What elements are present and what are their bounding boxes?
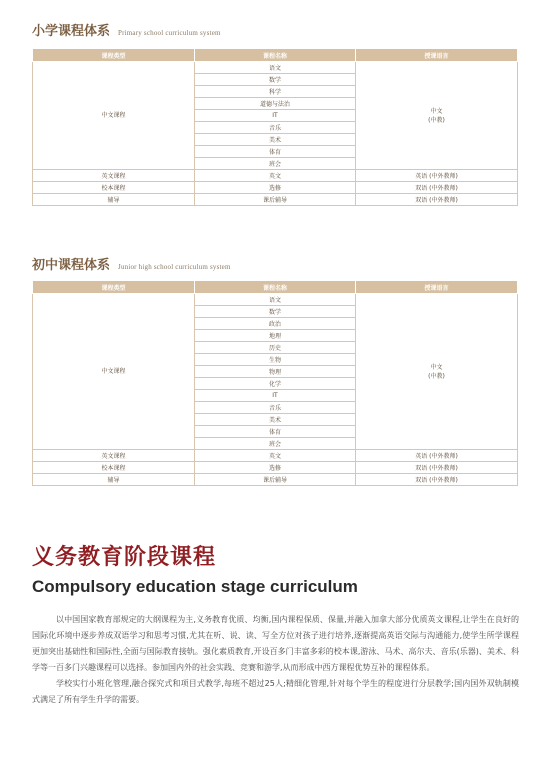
- course-name-cell: 英文: [195, 170, 356, 182]
- course-name-cell: 生物: [195, 354, 356, 366]
- course-name-cell: 音乐: [195, 402, 356, 414]
- course-type-cell: 中文课程: [33, 62, 195, 170]
- primary-title-en: Primary school curriculum system: [118, 29, 221, 37]
- language-note: (中教): [428, 372, 445, 380]
- course-name-cell: 美术: [195, 414, 356, 426]
- course-name-cell: 物理: [195, 366, 356, 378]
- course-name-cell: 历史: [195, 342, 356, 354]
- primary-title-zh: 小学课程体系: [32, 24, 111, 39]
- header-course-type: 课程类型: [33, 281, 195, 294]
- table-row: [33, 450, 518, 462]
- course-type-cell: 英文课程: [33, 450, 195, 462]
- course-name-cell: 道德与法治: [195, 98, 356, 110]
- course-type-cell: 校本课程: [33, 182, 195, 194]
- primary-curriculum-table: [32, 48, 518, 206]
- language-line: 中文: [430, 363, 443, 371]
- header-course-name: 课程名称: [195, 281, 356, 294]
- teaching-language-cell: 英语 (中外教师): [356, 170, 518, 182]
- course-type-cell: 英文课程: [33, 170, 195, 182]
- junior-title-zh: 初中课程体系: [32, 258, 111, 273]
- table-row: [33, 462, 518, 474]
- table-row: [33, 182, 518, 194]
- course-name-cell: 政治: [195, 318, 356, 330]
- course-type-cell: 辅导: [33, 474, 195, 486]
- table-row: [33, 474, 518, 486]
- course-name-cell: 选修: [195, 462, 356, 474]
- table-row: [33, 170, 518, 182]
- course-name-cell: 数学: [195, 74, 356, 86]
- teaching-language-cell: 英语 (中外教师): [356, 450, 518, 462]
- course-name-cell: IT: [195, 110, 356, 122]
- course-name-cell: 科学: [195, 86, 356, 98]
- course-name-cell: 音乐: [195, 122, 356, 134]
- course-name-cell: 课后辅导: [195, 194, 356, 206]
- table-row: [33, 194, 518, 206]
- course-name-cell: 数学: [195, 306, 356, 318]
- course-name-cell: 体育: [195, 146, 356, 158]
- intro-paragraph-2: 学校实行小班化管理,融合探究式和项目式教学,每班不超过25人;精细化管理,针对每个学生的程度进行分层教学;国内国外双轨制模式满足了所有学生升学的需要。: [32, 679, 519, 704]
- teaching-language-cell: [356, 294, 518, 450]
- intro-text: [32, 612, 519, 708]
- course-type-cell: 中文课程: [33, 294, 195, 450]
- teaching-language-cell: 双语 (中外教师): [356, 182, 518, 194]
- course-name-cell: 体育: [195, 426, 356, 438]
- header-course-name: 课程名称: [195, 49, 356, 62]
- course-name-cell: 地理: [195, 330, 356, 342]
- language-note: (中教): [428, 116, 445, 124]
- course-name-cell: 班会: [195, 438, 356, 450]
- teaching-language-cell: 双语 (中外教师): [356, 194, 518, 206]
- course-name-cell: 化学: [195, 378, 356, 390]
- course-name-cell: 美术: [195, 134, 356, 146]
- junior-curriculum-table: [32, 280, 518, 486]
- junior-title-en: Junior high school curriculum system: [118, 263, 231, 271]
- course-name-cell: 课后辅导: [195, 474, 356, 486]
- junior-section-title: [32, 254, 231, 273]
- table-row: [33, 62, 518, 74]
- table-header-row: [33, 281, 518, 294]
- course-name-cell: 班会: [195, 158, 356, 170]
- course-type-cell: 辅导: [33, 194, 195, 206]
- teaching-language-cell: 双语 (中外教师): [356, 462, 518, 474]
- teaching-language-cell: [356, 62, 518, 170]
- section-title: 义务教育阶段课程: [32, 544, 217, 570]
- header-course-type: 课程类型: [33, 49, 195, 62]
- primary-section-title: [32, 20, 221, 39]
- course-type-cell: 校本课程: [33, 462, 195, 474]
- course-name-cell: 选修: [195, 182, 356, 194]
- intro-paragraph-1: 以中国国家教育部规定的大纲课程为主,义务教育优质、均衡,国内课程保质、保量,并融入加拿大部分优质英文课程,让学生在良好的国际化环境中逐步养成双语学习和思考习惯,尤其在听、说、读、写全方位对孩子进行培养,逐渐提高英语交际与沟通能力,使学生所学课程更加突出基础性和国际性,全面与国际教育接轨。强化素质教育,开设百多门丰富多彩的校本课,游泳、马术、高尔夫、音乐(乐器)、美术、科学等一百多门兴趣课程可以选择。参加国内外的社会实践、竞赛和游学,从而形成中西方课程优势互补的课程体系。: [32, 615, 519, 672]
- course-name-cell: IT: [195, 390, 356, 402]
- table-row: [33, 294, 518, 306]
- language-line: 中文: [430, 107, 443, 115]
- table-header-row: [33, 49, 518, 62]
- teaching-language-cell: 双语 (中外教师): [356, 474, 518, 486]
- course-name-cell: 英文: [195, 450, 356, 462]
- header-teaching-language: 授课语言: [356, 49, 518, 62]
- course-name-cell: 语文: [195, 62, 356, 74]
- section-subtitle: Compulsory education stage curriculum: [32, 577, 358, 596]
- header-teaching-language: 授课语言: [356, 281, 518, 294]
- course-name-cell: 语文: [195, 294, 356, 306]
